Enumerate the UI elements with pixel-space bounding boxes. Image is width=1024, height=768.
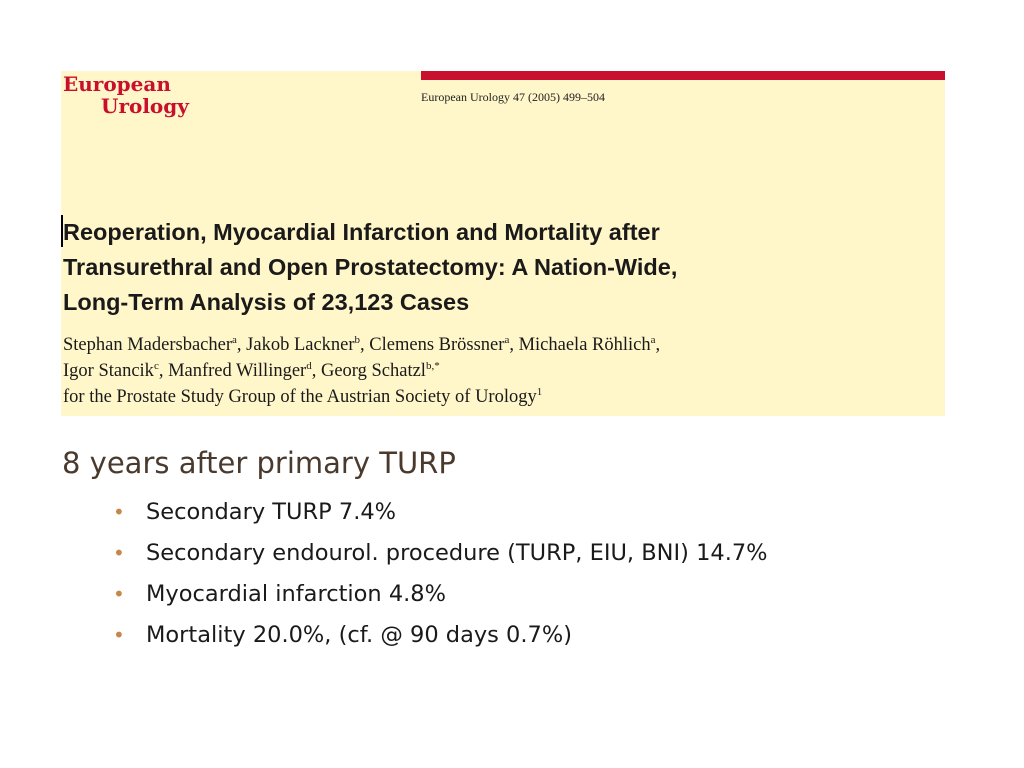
paper-header-image	[61, 71, 945, 416]
author-affiliation: a	[650, 334, 656, 346]
author-name: Stephan Madersbacher	[63, 335, 233, 355]
author-affiliation: a	[504, 334, 510, 346]
bullet-text: Myocardial infarction 4.8%	[146, 581, 446, 607]
author-line-2	[63, 358, 660, 384]
author-affiliation: c	[153, 360, 159, 372]
study-group: for the Prostate Study Group of the Austrian Society of Urology	[63, 387, 537, 407]
logo-line-1: European	[63, 72, 171, 96]
list-item	[113, 574, 768, 615]
author-name: Michaela Röhlich	[518, 335, 651, 355]
author-separator: ,	[158, 361, 169, 381]
journal-red-rule	[421, 71, 945, 80]
paper-title-line: Transurethral and Open Prostatectomy: A Nation-Wide,	[63, 254, 678, 280]
list-item	[113, 533, 768, 574]
paper-title-line: Long-Term Analysis of 23,123 Cases	[63, 289, 470, 315]
author-separator: ,	[311, 361, 321, 381]
bullet-text: Secondary TURP 7.4%	[146, 499, 397, 525]
logo-line-2: Urology	[101, 94, 189, 118]
author-affiliation: d	[306, 360, 312, 372]
author-name: Jakob Lackner	[246, 335, 355, 355]
author-name: Manfred Willinger	[168, 361, 307, 381]
author-list	[63, 332, 660, 410]
study-group-affiliation: 1	[536, 386, 543, 398]
author-separator: ,	[655, 335, 661, 355]
list-item	[113, 615, 768, 656]
bullet-icon: •	[113, 541, 125, 565]
bullet-icon: •	[113, 500, 125, 524]
journal-citation: European Urology 47 (2005) 499–504	[421, 90, 605, 104]
author-separator: ,	[509, 335, 519, 355]
author-affiliation: b	[354, 334, 361, 346]
author-name: Igor Stancik	[63, 361, 154, 381]
author-affiliation: a	[232, 334, 237, 346]
slide-bullet-list	[113, 492, 768, 656]
author-separator: ,	[360, 335, 370, 355]
author-name: Clemens Brössner	[369, 335, 505, 355]
list-item	[113, 492, 768, 533]
author-name: Georg Schatzl	[320, 361, 426, 381]
author-separator: ,	[236, 335, 247, 355]
journal-logo	[63, 73, 189, 117]
bullet-icon: •	[113, 623, 125, 647]
bullet-text: Mortality 20.0%, (cf. @ 90 days 0.7%)	[146, 622, 572, 648]
paper-title	[63, 215, 923, 320]
slide-heading: 8 years after primary TURP	[62, 446, 456, 480]
study-group-line	[63, 384, 660, 410]
author-affiliation: b,*	[425, 360, 440, 372]
bullet-icon: •	[113, 582, 125, 606]
author-line-1	[63, 332, 660, 358]
paper-title-line: Reoperation, Myocardial Infarction and Mortality after	[63, 219, 660, 245]
bullet-text: Secondary endourol. procedure (TURP, EIU, BNI) 14.7%	[146, 540, 768, 566]
